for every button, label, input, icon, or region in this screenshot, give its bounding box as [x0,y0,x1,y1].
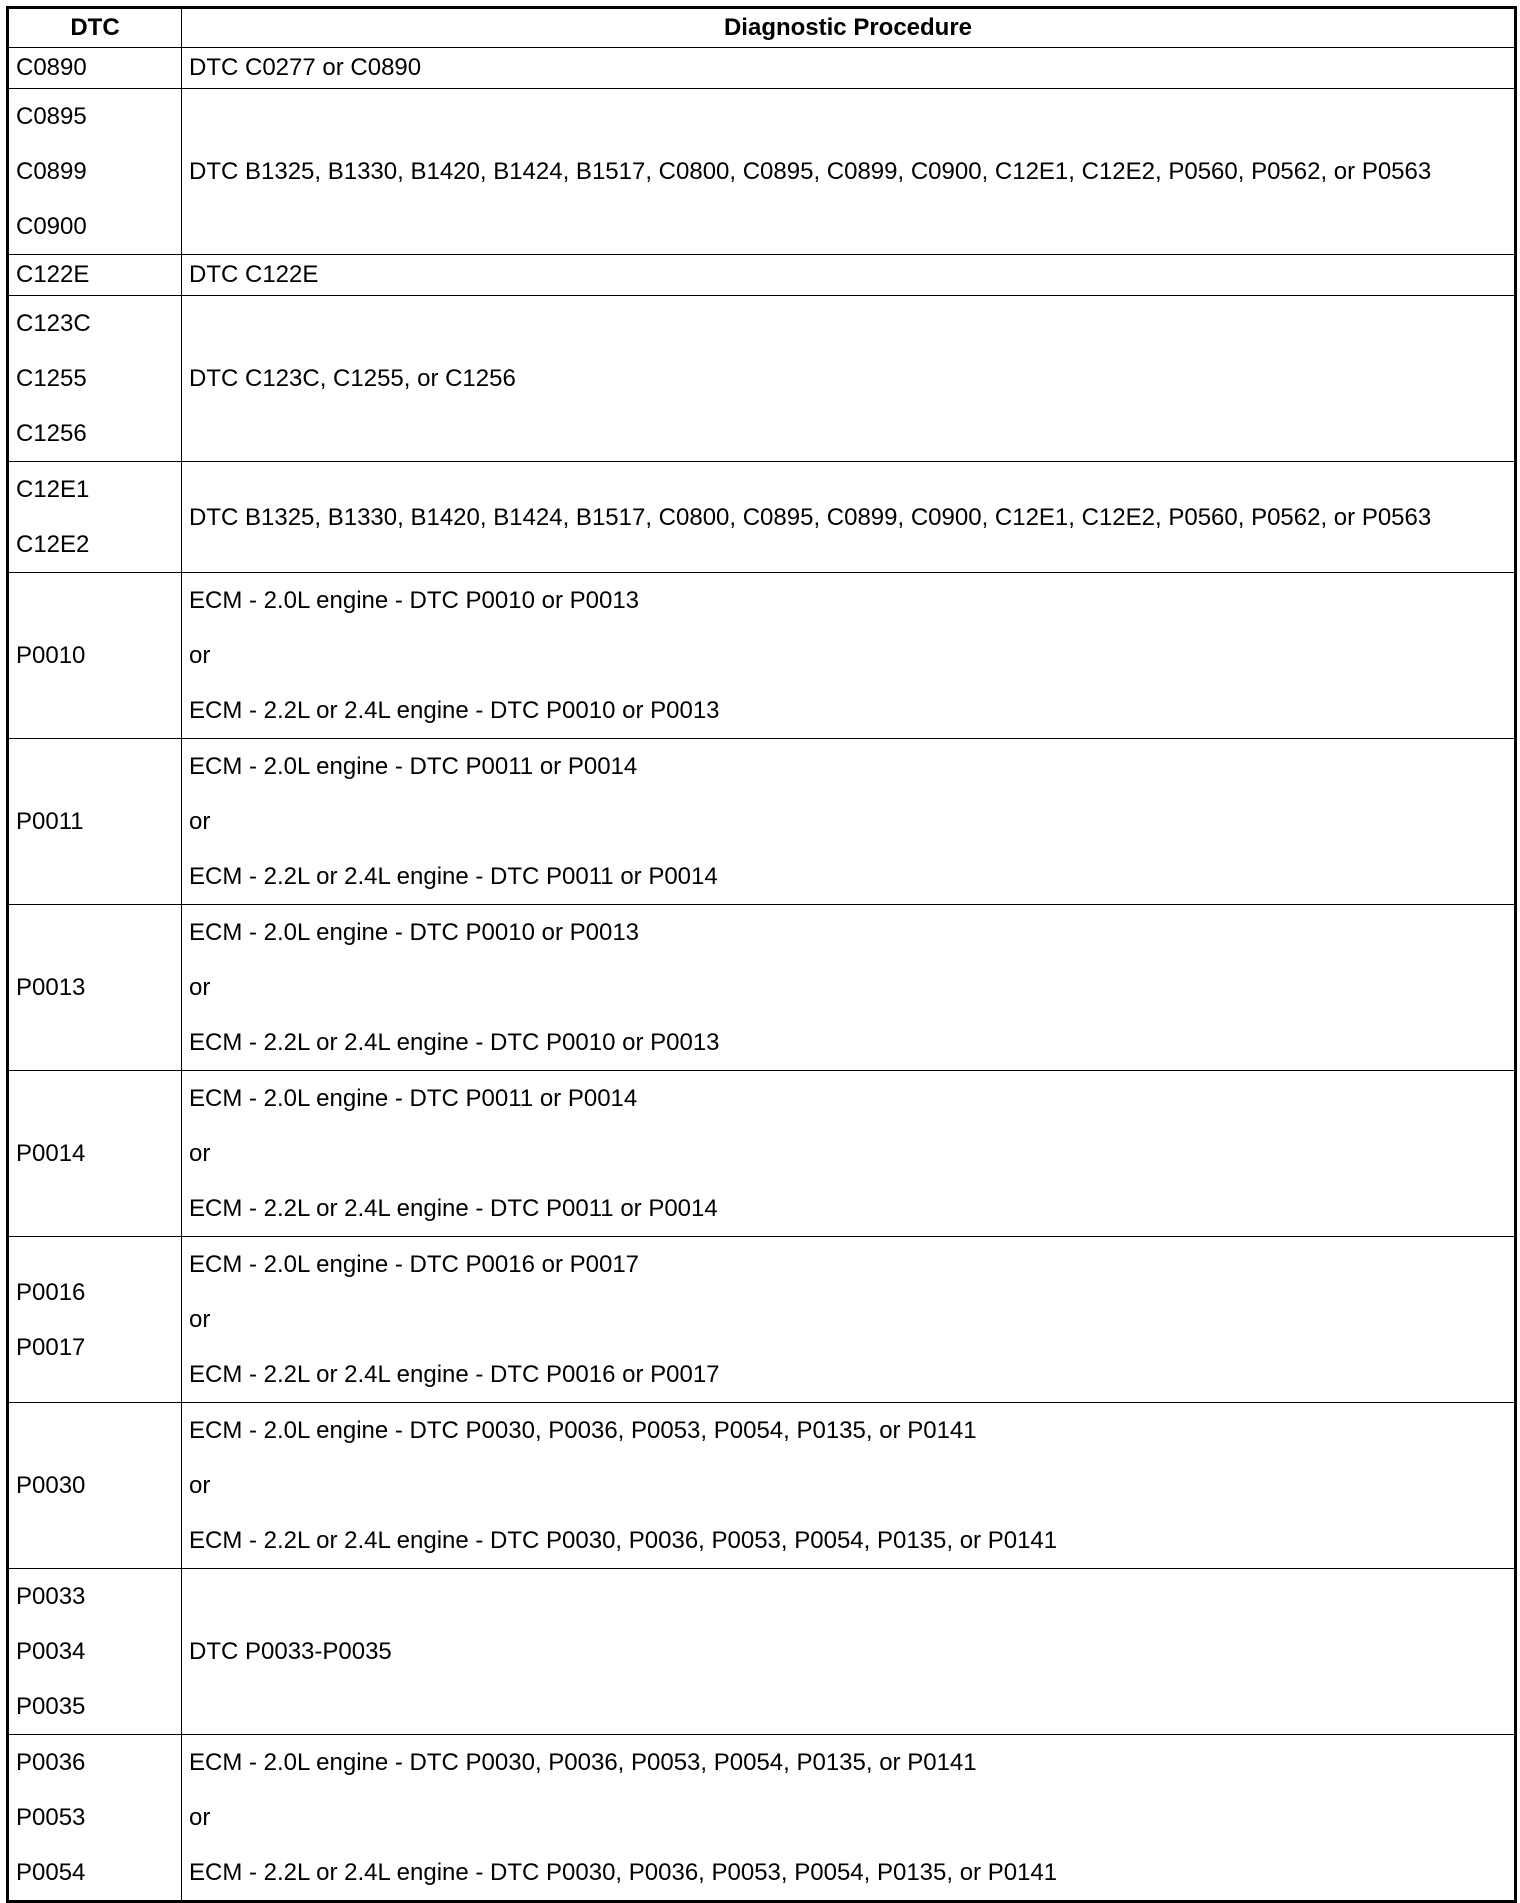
procedure-line: ECM - 2.0L engine - DTC P0011 or P0014 [189,753,638,780]
dtc-code: C1256 [16,420,87,447]
procedure-or: or [189,974,211,1001]
dtc-code: P0010 [16,642,86,669]
procedure-or: or [189,1306,211,1333]
table-row [8,1071,1516,1237]
dtc-code: P0036 [16,1749,86,1776]
procedure-line: ECM - 2.2L or 2.4L engine - DTC P0010 or P0013 [189,697,720,724]
procedure-line: ECM - 2.2L or 2.4L engine - DTC P0030, P0036, P0053, P0054, P0135, or P0141 [189,1527,1058,1554]
table-row [8,905,1516,1071]
dtc-code: C0895 [16,103,87,130]
procedure-line: ECM - 2.0L engine - DTC P0010 or P0013 [189,919,640,946]
table-row [8,1735,1516,1902]
dtc-cell [8,573,182,739]
dtc-code: C0899 [16,158,87,185]
procedure-line: DTC B1325, B1330, B1420, B1424, B1517, C0800, C0895, C0899, C0900, C12E1, C12E2, P0560, P0562, or P0563 [189,503,1432,531]
table-row [8,48,1516,89]
dtc-code: P0014 [16,1140,86,1167]
header-dtc: DTC [8,8,182,48]
dtc-code: P0034 [16,1638,86,1665]
procedure-line: DTC C122E [189,261,319,288]
header-diagnostic-procedure: Diagnostic Procedure [182,8,1516,48]
procedure-line: ECM - 2.2L or 2.4L engine - DTC P0030, P0036, P0053, P0054, P0135, or P0141 [189,1859,1058,1886]
dtc-cell [8,1569,182,1735]
table-body [8,48,1516,1902]
dtc-cell [8,296,182,462]
procedure-cell [182,1735,1516,1902]
procedure-line: ECM - 2.0L engine - DTC P0016 or P0017 [189,1251,640,1278]
table-row [8,573,1516,739]
dtc-code: P0017 [16,1333,86,1361]
dtc-cell [8,739,182,905]
dtc-code: P0053 [16,1804,86,1831]
procedure-or: or [189,808,211,835]
dtc-cell [8,1237,182,1403]
procedure-cell [182,89,1516,255]
dtc-code: P0054 [16,1859,86,1886]
dtc-code: C12E1 [16,476,90,503]
procedure-line: DTC C0277 or C0890 [189,54,422,81]
dtc-cell [8,905,182,1071]
dtc-code: P0035 [16,1693,86,1720]
dtc-code: C0890 [16,54,87,81]
table-row [8,255,1516,296]
table-row [8,1237,1516,1403]
procedure-or: or [189,1804,211,1831]
table-row [8,89,1516,255]
procedure-cell [182,1237,1516,1403]
procedure-line: DTC P0033-P0035 [189,1638,392,1665]
dtc-code: C123C [16,310,91,337]
dtc-cell [8,48,182,89]
table-row [8,296,1516,462]
table-row [8,1403,1516,1569]
dtc-procedure-table [6,6,1517,1903]
dtc-code: P0011 [16,808,84,835]
procedure-line: DTC C123C, C1255, or C1256 [189,365,516,392]
procedure-cell [182,573,1516,739]
dtc-cell [8,255,182,296]
dtc-code: C1255 [16,365,87,392]
procedure-line: DTC B1325, B1330, B1420, B1424, B1517, C0800, C0895, C0899, C0900, C12E1, C12E2, P0560, P0562, or P0563 [189,158,1432,185]
dtc-code: P0030 [16,1472,86,1499]
procedure-cell [182,48,1516,89]
procedure-line: ECM - 2.0L engine - DTC P0030, P0036, P0053, P0054, P0135, or P0141 [189,1749,977,1776]
procedure-cell [182,255,1516,296]
procedure-line: ECM - 2.2L or 2.4L engine - DTC P0011 or P0014 [189,863,718,890]
dtc-code: C0900 [16,213,87,240]
procedure-line: ECM - 2.0L engine - DTC P0011 or P0014 [189,1085,638,1112]
dtc-code: P0013 [16,974,86,1001]
procedure-line: ECM - 2.2L or 2.4L engine - DTC P0010 or P0013 [189,1029,720,1056]
procedure-or: or [189,1472,211,1499]
procedure-or: or [189,1140,211,1167]
procedure-cell [182,1569,1516,1735]
procedure-cell [182,905,1516,1071]
dtc-cell [8,1735,182,1902]
dtc-code: P0033 [16,1583,86,1610]
dtc-cell [8,462,182,573]
dtc-code: C12E2 [16,531,90,558]
procedure-cell [182,739,1516,905]
procedure-line: ECM - 2.0L engine - DTC P0010 or P0013 [189,587,640,614]
procedure-cell [182,296,1516,462]
procedure-cell [182,462,1516,573]
procedure-line: ECM - 2.2L or 2.4L engine - DTC P0011 or P0014 [189,1195,718,1222]
procedure-cell [182,1071,1516,1237]
procedure-or: or [189,642,211,669]
procedure-cell [182,1403,1516,1569]
dtc-code: C122E [16,261,90,288]
dtc-cell [8,1403,182,1569]
dtc-cell [8,1071,182,1237]
procedure-line: ECM - 2.2L or 2.4L engine - DTC P0016 or P0017 [189,1361,720,1388]
table-row [8,739,1516,905]
dtc-code: P0016 [16,1278,86,1306]
table-row [8,462,1516,573]
dtc-cell [8,89,182,255]
table-row [8,1569,1516,1735]
header-row [8,8,1516,48]
procedure-line: ECM - 2.0L engine - DTC P0030, P0036, P0053, P0054, P0135, or P0141 [189,1417,977,1444]
